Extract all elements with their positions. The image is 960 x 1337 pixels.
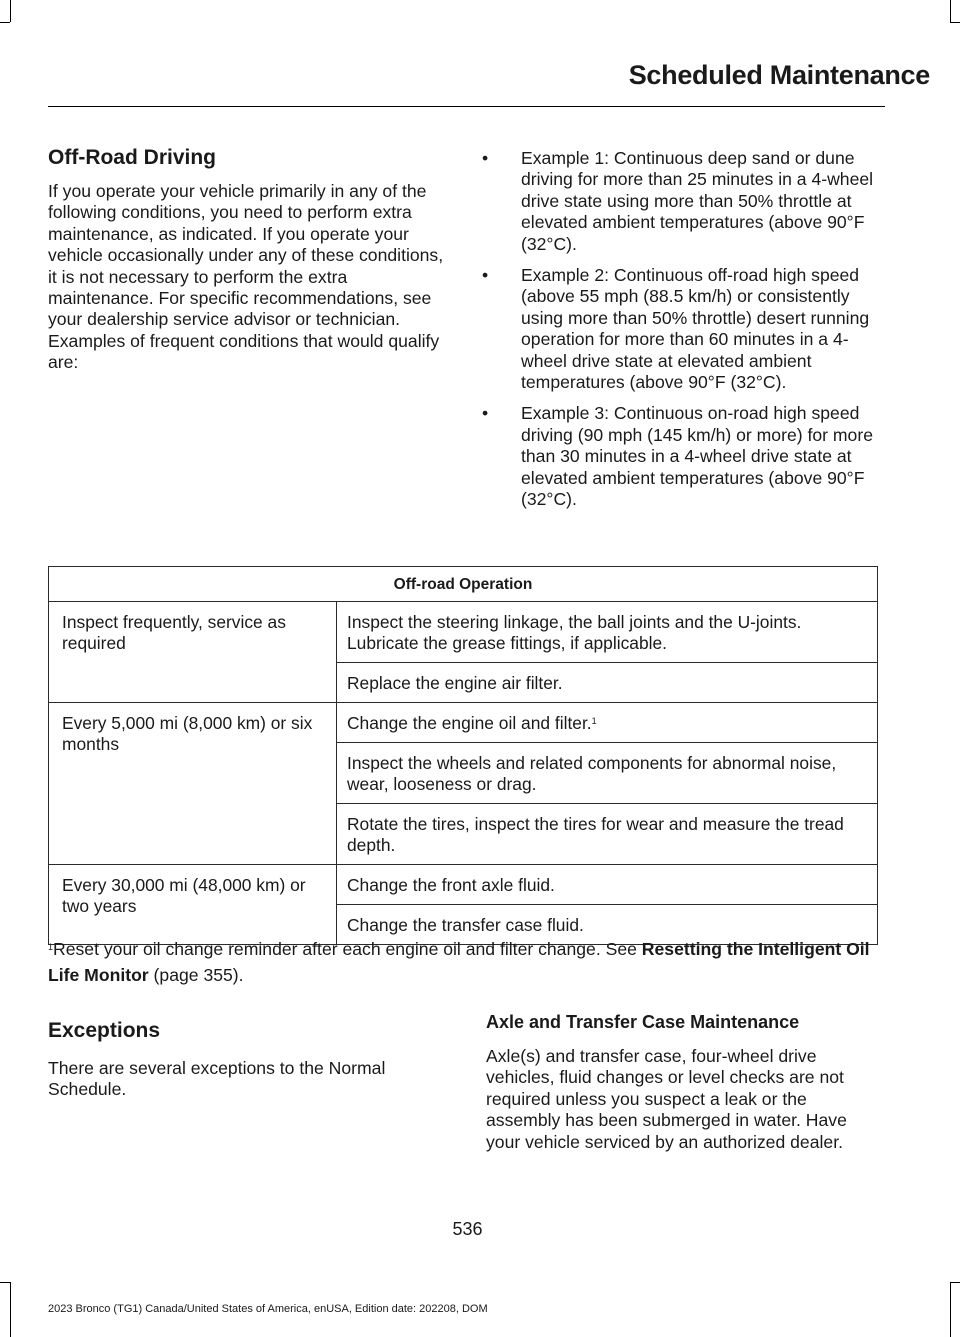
table-title: Off-road Operation xyxy=(49,567,878,602)
crop-mark xyxy=(10,0,11,22)
table-row xyxy=(49,602,878,663)
crop-mark xyxy=(950,22,960,23)
table-header-row xyxy=(49,567,878,602)
bullet-icon: • xyxy=(482,403,489,424)
interval-cell: Every 5,000 mi (8,000 km) or six months xyxy=(49,703,337,865)
footnote-marker: 1 xyxy=(48,942,54,952)
table-row xyxy=(49,865,878,905)
bullet-icon: • xyxy=(482,265,489,286)
list-item: • Example 1: Continuous deep sand or dune driving for more than 25 minutes in a 4-wheel drive state using more than 50% throttle at elevated ambient temperatures (above 90°F (32°C). xyxy=(482,148,874,254)
crop-mark xyxy=(10,1282,11,1337)
task-cell: Rotate the tires, inspect the tires for wear and measure the tread depth. xyxy=(337,804,878,865)
task-cell: Inspect the wheels and related components for abnormal noise, wear, looseness or drag. xyxy=(337,743,878,804)
interval-cell: Inspect frequently, service as required xyxy=(49,602,337,703)
crop-mark xyxy=(950,1282,960,1283)
subheading-axle-transfer: Axle and Transfer Case Maintenance xyxy=(486,1012,800,1032)
example-list xyxy=(478,148,883,521)
axle-transfer-text: Axle(s) and transfer case, four-wheel drive vehicles, fluid changes or level checks are not required unless you suspect a leak or the assembly has been submerged in water. Have your vehicle serviced by an authorized dealer. xyxy=(486,1046,847,1152)
table-row xyxy=(49,703,878,743)
section-heading-off-road: Off-Road Driving xyxy=(48,146,216,169)
page-number: 536 xyxy=(452,1219,483,1239)
crop-mark xyxy=(0,22,10,23)
list-item: • Example 3: Continuous on-road high speed driving (90 mph (145 km/h) or more) for more than 30 minutes in a 4-wheel drive state at elevated ambient temperatures (above 90°F (32°C). xyxy=(482,403,873,510)
crop-mark xyxy=(950,0,951,22)
list-item: • Example 2: Continuous off-road high speed (above 55 mph (88.5 km/h) or consistently using more than 50% throttle) desert running operation for more than 60 minutes in a 4-wheel drive state at elevated ambient temperatures (above 90°F (32°C). xyxy=(482,265,870,393)
task-cell: Change the front axle fluid. xyxy=(337,865,878,905)
crop-mark xyxy=(0,1282,10,1283)
task-cell: Inspect the steering linkage, the ball joints and the U-joints. Lubricate the grease fittings, if applicable. xyxy=(337,602,878,663)
exceptions-text: There are several exceptions to the Normal Schedule. xyxy=(48,1058,386,1100)
section-heading-exceptions: Exceptions xyxy=(48,1019,161,1042)
task-cell: Change the transfer case fluid. xyxy=(337,905,878,945)
bullet-icon: • xyxy=(482,148,489,168)
task-cell: Change the engine oil and filter.$^1$ xyxy=(337,703,878,743)
interval-cell: Every 30,000 mi (48,000 km) or two years xyxy=(49,865,337,945)
task-cell: Replace the engine air filter. xyxy=(337,663,878,703)
edition-footer: 2023 Bronco (TG1) Canada/United States of America, enUSA, Edition date: 202208, DOM xyxy=(48,1303,488,1315)
off-road-operation-table xyxy=(48,566,878,945)
header-divider xyxy=(48,106,885,107)
footnote-ref: 1 xyxy=(591,716,597,726)
table-footnote: $^1$Reset your oil change reminder after each engine oil and filter change. See Resetting the Intelligent Oil Life Monitor (page 355). xyxy=(48,939,870,985)
page-header-title: Scheduled Maintenance xyxy=(628,60,930,90)
off-road-intro: If you operate your vehicle primarily in any of the following conditions, you need to perform extra maintenance, as indicated. If you operate your vehicle occasionally under any of these conditions, it is not necessary to perform the extra maintenance. For specific recommendations, see your dealership service advisor or technician. Examples of frequent conditions that would qualify are: xyxy=(48,181,444,373)
cross-reference-link[interactable]: Resetting the Intelligent Oil Life Monitor xyxy=(48,939,870,985)
crop-mark xyxy=(950,1282,951,1337)
